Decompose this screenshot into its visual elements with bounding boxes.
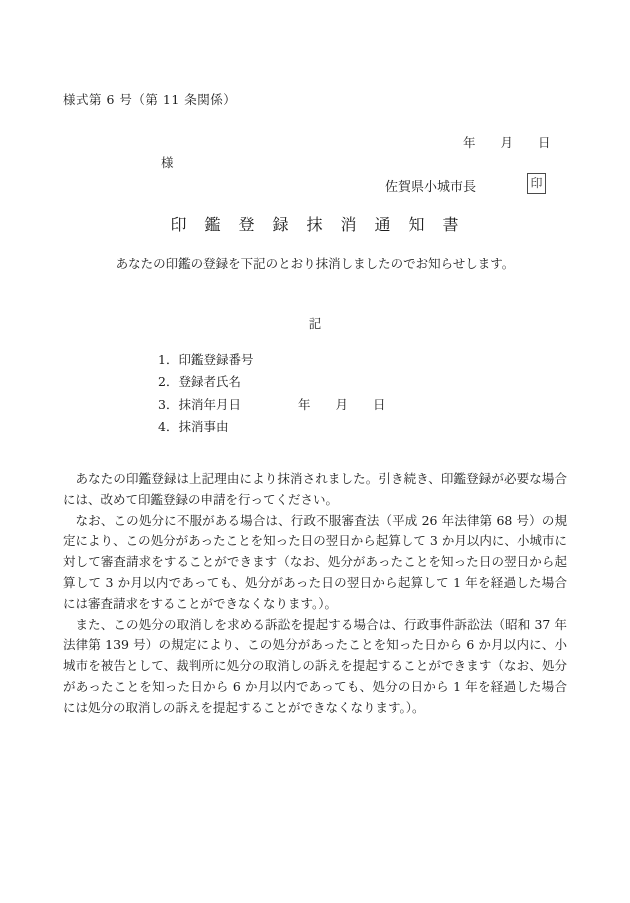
record-item-label: 2．登録者氏名 [158,374,241,390]
issue-date-placeholder: 年 月 日 [463,135,551,150]
record-item-registrant-name [158,371,385,393]
form-number: 様式第 6 号（第 11 条関係） [63,92,237,107]
paragraph-litigation-notice: また、この処分の取消しを求める訴訟を提起する場合は、行政事件訴訟法（昭和 37 年法律第 139 号）の規定により、この処分があったことを知った日から 6 か月以内に、小城市を被告として、裁判所に処分の取消しの訴えを提起することができます（なお、処分があったことを知った日から 6 か月以内であっても、処分の日から 1 年を経過した場合には処分の取消しの訴えを提起することができなくなります。）。 [63,616,567,715]
record-item-date-placeholder: 年 月 日 [297,396,386,412]
official-seal-stamp: 印 [527,173,546,194]
document-title: 印 鑑 登 録 抹 消 通 知 書 [170,215,460,234]
record-item-label: 4．抹消事由 [158,419,229,435]
paragraph-reapply-notice: あなたの印鑑登録は上記理由により抹消されました。引き続き、印鑑登録が必要な場合には、改めて印鑑登録の申請を行ってください。 [63,471,567,507]
record-item-label: 1．印鑑登録番号 [158,352,254,367]
notice-text: あなたの印鑑の登録を下記のとおり抹消しましたのでお知らせします。 [115,256,515,271]
record-heading: 記 [308,316,322,331]
issuer-name: 佐賀県小城市長 [385,180,477,195]
body-paragraphs [63,469,567,719]
record-item-label: 3．抹消年月日 [158,396,241,412]
record-item-cancellation-date [158,394,385,416]
addressee-honorific: 様 [161,155,174,170]
record-item-list [158,349,385,439]
paragraph-administrative-appeal: なお、この処分に不服がある場合は、行政不服審査法（平成 26 年法律第 68 号）の規定により、この処分があったことを知った日の翌日から起算して 3 か月以内に、小城市に対して審査請求をすることができます（なお、処分があったことを知った日の翌日から起算して 3 か月以内であっても、処分があった日の翌日から起算して 1 年を経過した場合には審査請求をすることができなくなります。）。 [63,512,567,611]
record-item-registration-number [158,349,385,371]
record-item-cancellation-reason [158,416,385,438]
